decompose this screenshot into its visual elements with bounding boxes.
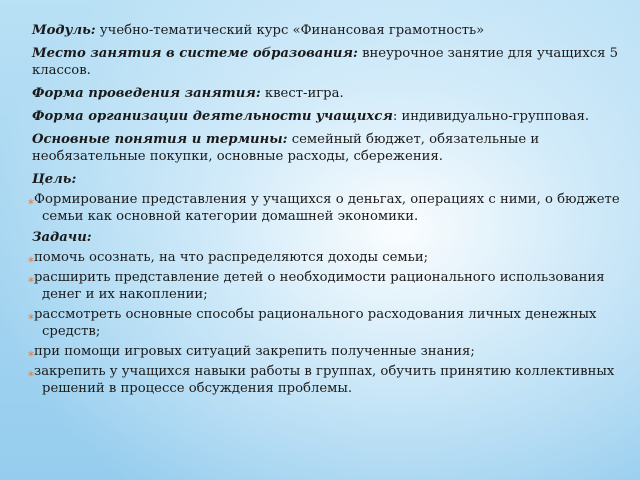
task-item-text: рассмотреть основные способы рационального расходования личных денежных средств;: [34, 307, 597, 339]
form-line: [32, 85, 622, 102]
task-item: [28, 363, 622, 397]
concepts-text: семейный бюджет, обязательные и необязательные покупки, основные расходы, сбережения.: [32, 132, 540, 164]
task-item-text: помочь осознать, на что распределяются доходы семьи;: [34, 250, 429, 265]
task-item: [28, 249, 622, 266]
organization-label: Форма организации деятельности учащихся: [32, 109, 393, 124]
bullet-icon: ⁎: [28, 271, 34, 285]
task-item: [28, 306, 622, 340]
task-item-text: при помощи игровых ситуаций закрепить полученные знания;: [34, 344, 475, 359]
bullet-icon: ⁎: [28, 365, 34, 379]
tasks-list: [28, 249, 622, 397]
task-item-text: закрепить у учащихся навыки работы в группах, обучить принятию коллективных решений в процессе обсуждения проблемы.: [34, 364, 615, 396]
place-label: Место занятия в системе образования:: [32, 46, 358, 61]
form-text: квест-игра.: [260, 86, 344, 101]
bullet-icon: ⁎: [28, 345, 34, 359]
slide-content: [28, 22, 622, 401]
organization-text: : индивидуально-групповая.: [392, 109, 590, 124]
goal-heading: Цель:: [32, 172, 77, 187]
module-line: [32, 22, 622, 39]
place-text: внеурочное занятие для учащихся 5 классов.: [32, 46, 619, 78]
task-item: [28, 343, 622, 360]
concepts-line: [32, 131, 622, 165]
goal-item: [28, 191, 622, 225]
concepts-label: Основные понятия и термины:: [32, 132, 288, 147]
goal-item-text: Формирование представления у учащихся о деньгах, операциях с ними, о бюджете семьи как основной категории домашней экономики.: [34, 192, 620, 224]
bullet-icon: ⁎: [28, 193, 34, 207]
organization-line: [32, 108, 622, 125]
form-label: Форма проведения занятия:: [32, 86, 261, 101]
goal-list: [28, 191, 622, 225]
task-item-text: расширить представление детей о необходимости рационального использования денег и их накоплении;: [34, 270, 605, 302]
task-item: [28, 269, 622, 303]
module-label: Модуль:: [32, 23, 96, 38]
tasks-heading: Задачи:: [32, 230, 92, 245]
module-text: учебно-тематический курс «Финансовая грамотность»: [95, 23, 485, 38]
bullet-icon: ⁎: [28, 251, 34, 265]
place-line: [32, 45, 622, 79]
bullet-icon: ⁎: [28, 308, 34, 322]
